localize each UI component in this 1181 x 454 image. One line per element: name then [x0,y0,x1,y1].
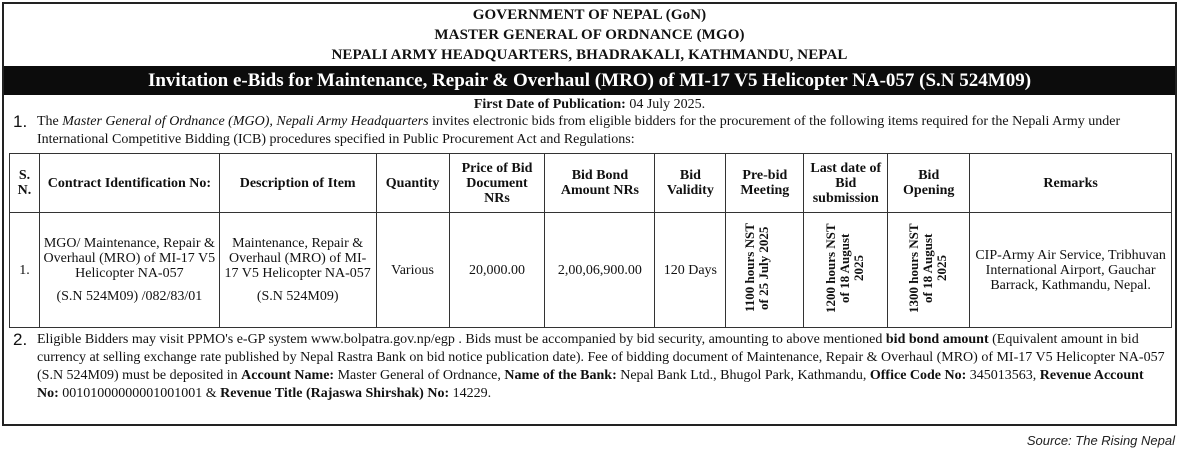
paragraph-2-number: 2. [13,330,28,349]
p2-bold-office-code: Office Code No: [869,368,967,383]
col-header-bid-validity: Bid Validity [655,154,726,213]
header-mgo: MASTER GENERAL OF ORDNANCE (MGO) [434,27,745,43]
last-date-text: 1200 hours NST of 18 August 2025 [822,223,866,313]
cell-price: 20,000.00 [449,213,545,328]
notice-title-banner: Invitation e-Bids for Maintenance, Repair & Overhaul (MRO) of MI-17 V5 Helicopter NA-057 (S.N 524M09) [4,66,1175,95]
col-header-last-date: Last date of Bid submission [804,154,888,213]
publication-label: First Date of Publication: [473,97,626,112]
p2-text-1: Eligible Bidders may visit PPMO's e-GP system www.bolpatra.gov.np/egp . Bids must be accompanied by bid security, amounting to above mentioned [37,332,886,347]
publication-date-line [4,97,1175,113]
col-header-quantity: Quantity [376,154,449,213]
source-credit: Source: The Rising Nepal [1026,433,1175,448]
col-header-description: Description of Item [219,154,376,213]
col-header-sn: S. N. [10,154,40,213]
col-header-bid-bond: Bid Bond Amount NRs [545,154,655,213]
cell-prebid-meeting [726,213,804,328]
cell-bid-bond: 2,00,06,900.00 [545,213,655,328]
p2-text-5: 345013563, [966,368,1040,383]
p2-text-2: (Equivalent amount in bid currency at selling exchange rate published by Nepal Rastra Bank on bid notice publication date). Fee of bidding document of Maintenance, Repair & Overhaul (MRO) of MI-17 V5 Helicopter NA-057 (S.N 524M09) must be deposited in [37,332,1165,383]
header-hq-address: NEPALI ARMY HEADQUARTERS, BHADRAKALI, KATHMANDU, NEPAL [331,47,848,63]
header-government: GOVERNMENT OF NEPAL (GoN) [472,7,707,23]
paragraph-2 [4,331,1175,403]
table-row [10,213,1172,328]
cell-bid-opening [888,213,970,328]
paragraph-1-text-end: invites electronic bids from eligible bidders for the procurement of the following items required for the Nepali Army under International Competitive Bidding (ICB) procedures specified in Public Procurement Act and Regulations: [37,114,1121,147]
p2-bold-bank-name: Name of the Bank: [504,368,617,383]
cell-bid-validity: 120 Days [655,213,726,328]
table-header-row [10,154,1172,213]
p2-bold-account-name: Account Name: [241,368,335,383]
cell-contract-id [39,213,219,328]
col-header-contract-id: Contract Identification No: [39,154,219,213]
p2-text-4: Nepal Bank Ltd., Bhugol Park, Kathmandu, [616,368,870,383]
paragraph-1 [4,113,1175,149]
p2-text-7: 14229. [449,386,492,401]
cell-description [219,213,376,328]
col-header-remarks: Remarks [970,154,1172,213]
cell-remarks: CIP-Army Air Service, Tribhuvan International Airport, Gauchar Barrack, Kathmandu, Nepal. [970,213,1172,328]
paragraph-1-text-start: The [37,114,63,129]
p2-text-6: 00101000000001001001 & [58,386,221,401]
cell-quantity: Various [376,213,449,328]
contract-id-sub: (S.N 524M09) /082/83/01 [56,289,203,304]
publication-date: 04 July 2025. [629,97,706,112]
p2-bold-revenue-title: Revenue Title (Rajaswa Shirshak) No: [220,386,450,401]
prebid-meeting-text: 1100 hours NST of 25 July 2025 [741,223,771,313]
bid-table [9,153,1172,328]
p2-bold-bid-bond: bid bond amount [885,332,989,347]
p2-text-3: Master General of Ordnance, [334,368,505,383]
col-header-bid-opening: Bid Opening [888,154,970,213]
tender-notice [2,2,1177,426]
paragraph-1-italic-org: Master General of Ordnance (MGO), Nepali Army Headquarters [62,114,429,129]
description-sub: (S.N 524M09) [256,289,339,304]
col-header-prebid-meeting: Pre-bid Meeting [726,154,804,213]
p2-bold-revenue-account: Revenue Account No: [37,368,1144,401]
contract-id-main: MGO/ Maintenance, Repair & Overhaul (MRO) of MI-17 V5 Helicopter NA-057 [43,236,216,281]
paragraph-1-number: 1. [13,112,28,131]
cell-last-date [804,213,888,328]
description-main: Maintenance, Repair & Overhaul (MRO) of MI-17 V5 Helicopter NA-057 [224,236,371,281]
cell-sn: 1. [10,213,40,328]
col-header-price: Price of Bid Document NRs [449,154,545,213]
bid-opening-text: 1300 hours NST of 18 August 2025 [905,223,949,313]
